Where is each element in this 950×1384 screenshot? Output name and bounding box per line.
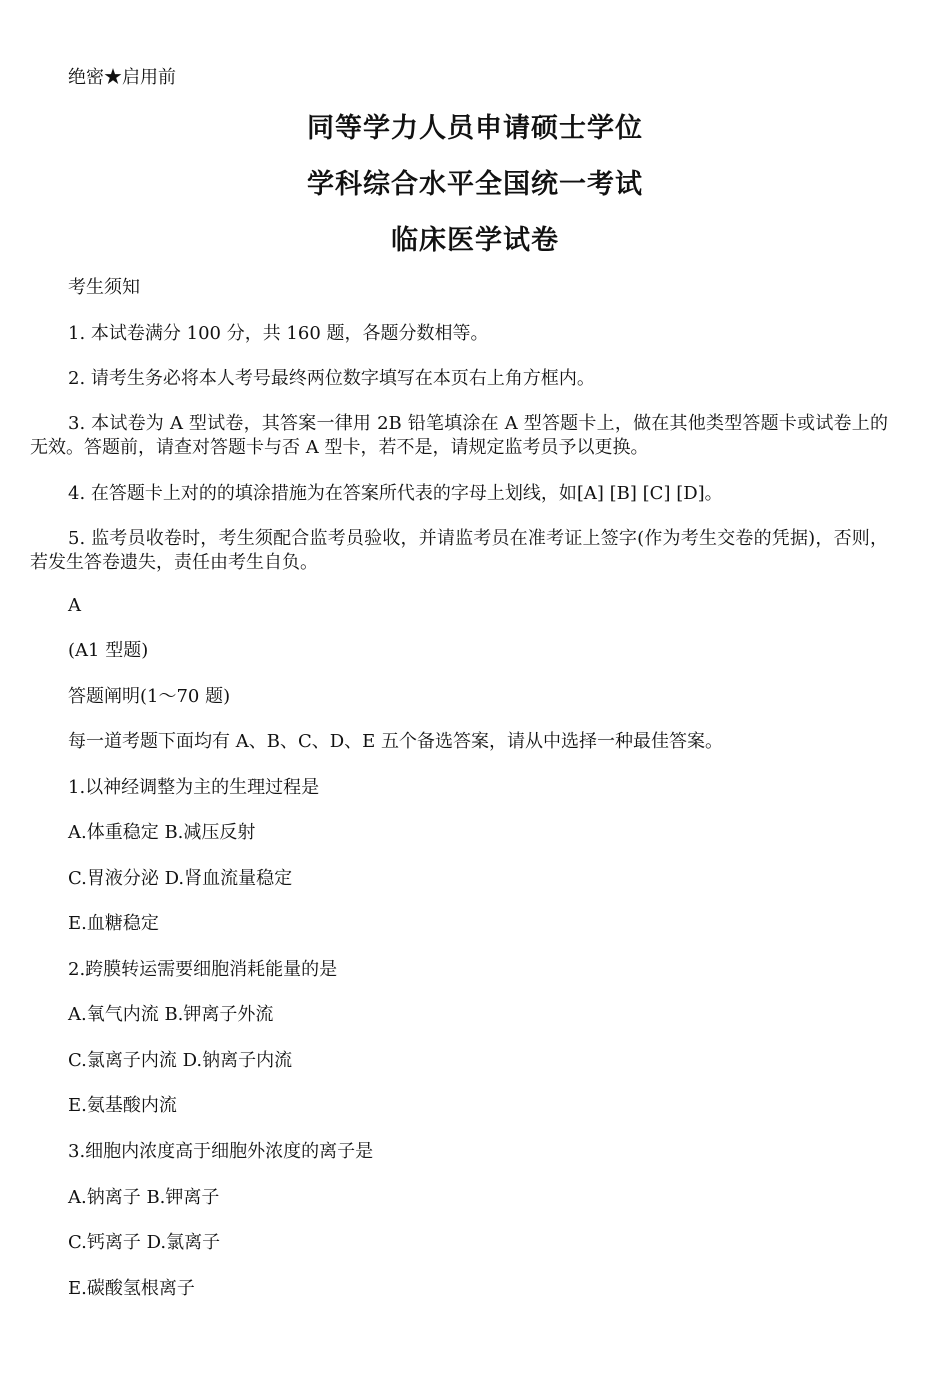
instruction-item-3: 3. 本试卷为 A 型试卷，其答案一律用 2B 铅笔填涂在 A 型答题卡上，做在其他类型答题卡或试卷上的无效。答题前，请查对答题卡与否 A 型卡，若不是，请规定监考员予以更换。 <box>30 413 888 458</box>
question-3-options-ab: A.钠离子 B.钾离子 <box>68 1187 220 1208</box>
question-1-options-ab: A.体重稳定 B.减压反射 <box>68 822 256 843</box>
section-type: (A1 型题) <box>68 640 149 661</box>
question-2-stem: 2.跨膜转运需要细胞消耗能量的是 <box>68 959 338 980</box>
secrecy-label: 绝密★启用前 <box>68 67 176 88</box>
question-3-stem: 3.细胞内浓度高于细胞外浓度的离子是 <box>68 1141 374 1162</box>
section-label: A <box>68 595 81 616</box>
section-explanation-title: 答题阐明(1～70 题) <box>68 686 231 707</box>
question-3-option-e: E.碳酸氢根离子 <box>68 1278 195 1299</box>
instructions-heading: 考生须知 <box>68 277 140 298</box>
question-1-options-cd: C.胃液分泌 D.肾血流量稳定 <box>68 868 293 889</box>
instruction-item-4: 4. 在答题卡上对的的填涂措施为在答案所代表的字母上划线，如[A] [B] [C] [D]。 <box>68 483 723 504</box>
exam-title-line-1: 同等学力人员申请硕士学位 <box>307 113 643 144</box>
instruction-item-1: 1. 本试卷满分 100 分，共 160 题，各题分数相等。 <box>68 323 489 344</box>
question-2-options-cd: C.氯离子内流 D.钠离子内流 <box>68 1050 293 1071</box>
question-1-option-e: E.血糖稳定 <box>68 913 159 934</box>
exam-title-line-3: 临床医学试卷 <box>391 225 559 256</box>
question-3-options-cd: C.钙离子 D.氯离子 <box>68 1232 221 1253</box>
section-explanation: 每一道考题下面均有 A、B、C、D、E 五个备选答案，请从中选择一种最佳答案。 <box>68 731 724 752</box>
question-2-options-ab: A.氧气内流 B.钾离子外流 <box>68 1004 274 1025</box>
question-2-option-e: E.氨基酸内流 <box>68 1095 177 1116</box>
instruction-item-2: 2. 请考生务必将本人考号最终两位数字填写在本页右上角方框内。 <box>68 368 595 389</box>
exam-title-line-2: 学科综合水平全国统一考试 <box>307 169 643 200</box>
instruction-item-5: 5. 监考员收卷时，考生须配合监考员验收，并请监考员在准考证上签字(作为考生交卷的凭据)，否则，若发生答卷遗失，责任由考生自负。 <box>30 528 888 573</box>
question-1-stem: 1.以神经调整为主的生理过程是 <box>68 777 320 798</box>
